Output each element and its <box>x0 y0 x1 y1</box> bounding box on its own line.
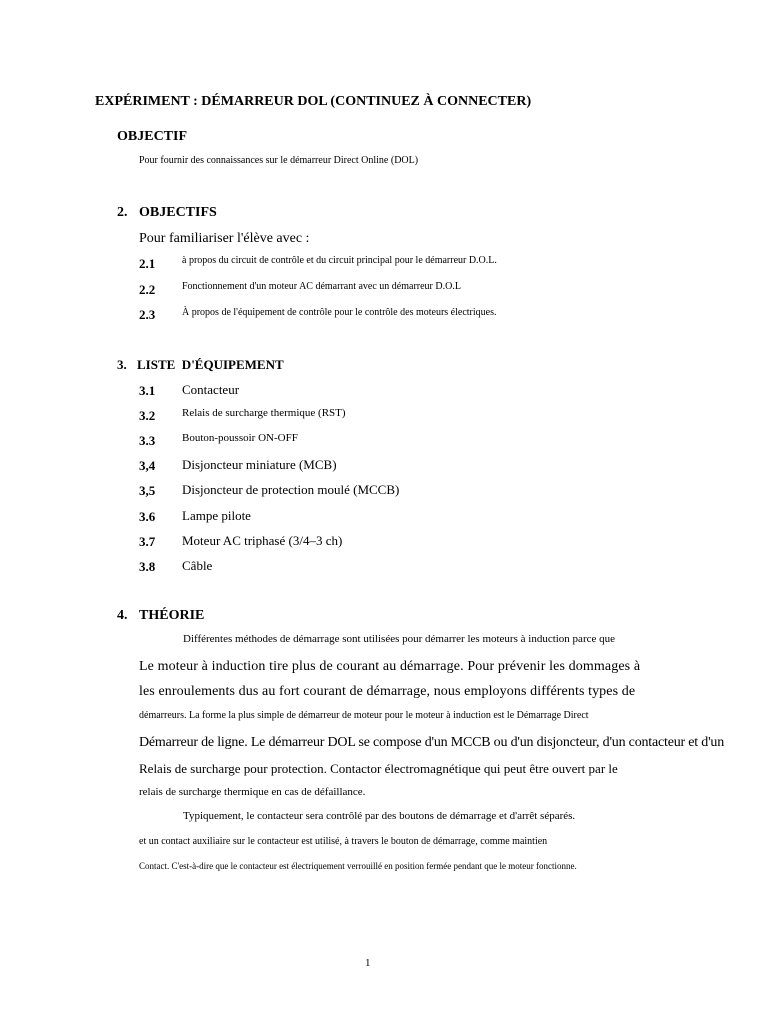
objectif-text: Pour fournir des connaissances sur le démarreur Direct Online (DOL) <box>139 155 419 166</box>
objectif-item-number: 2.3 <box>139 307 156 322</box>
page-number: 1 <box>365 957 371 969</box>
objectifs-intro: Pour familiariser l'élève avec : <box>139 231 310 246</box>
equipement-item-text: Lampe pilote <box>182 508 251 523</box>
equipement-item-number: 3.3 <box>139 433 156 448</box>
equipement-item-text: Contacteur <box>182 382 240 397</box>
objectif-item-text: à propos du circuit de contrôle et du circuit principal pour le démarreur D.O.L. <box>182 255 497 266</box>
equipement-item-number: 3.6 <box>139 509 156 524</box>
equipement-item-number: 3.2 <box>139 408 156 423</box>
objectif-item-number: 2.2 <box>139 282 156 297</box>
equipement-heading: LISTE D'ÉQUIPEMENT <box>137 357 284 372</box>
equipement-item-number: 3,5 <box>139 483 156 498</box>
equipement-item-text: Relais de surcharge thermique (RST) <box>182 407 346 419</box>
theorie-line: démarreurs. La forme la plus simple de démarreur de moteur pour le moteur à induction est le Démarrage Direct <box>139 710 589 721</box>
theorie-number: 4. <box>117 608 128 623</box>
equipement-number: 3. <box>117 357 127 372</box>
theorie-line: et un contact auxiliaire sur le contacteur est utilisé, à travers le bouton de démarrage, comme maintien <box>139 836 548 847</box>
objectif-item-text: À propos de l'équipement de contrôle pour le contrôle des moteurs électriques. <box>182 307 497 318</box>
theorie-line: Typiquement, le contacteur sera contrôlé par des boutons de démarrage et d'arrêt séparés. <box>183 810 576 822</box>
theorie-heading: THÉORIE <box>139 608 205 623</box>
equipement-item-text: Disjoncteur de protection moulé (MCCB) <box>182 482 400 497</box>
theorie-line: les enroulements dus au fort courant de démarrage, nous employons différents types de <box>139 684 636 699</box>
equipement-item-number: 3,4 <box>139 458 156 473</box>
equipement-item-number: 3.1 <box>139 383 156 398</box>
equipement-item-text: Moteur AC triphasé (3/4–3 ch) <box>182 533 343 548</box>
theorie-line: Différentes méthodes de démarrage sont utilisées pour démarrer les moteurs à induction parce que <box>183 633 616 645</box>
objectifs-heading: OBJECTIFS <box>139 205 217 220</box>
theorie-line: Démarreur de ligne. Le démarreur DOL se compose d'un MCCB ou d'un disjoncteur, d'un contacteur et d'un <box>139 735 724 750</box>
objectif-item-number: 2.1 <box>139 256 156 271</box>
equipement-item-text: Bouton-poussoir ON-OFF <box>182 432 298 444</box>
theorie-line: Relais de surcharge pour protection. Contactor électromagnétique qui peut être ouvert par le <box>139 761 618 776</box>
objectif-heading: OBJECTIF <box>117 129 188 144</box>
equipement-item-text: Disjoncteur miniature (MCB) <box>182 457 337 472</box>
document-title: EXPÉRIMENT : DÉMARREUR DOL (CONTINUEZ À CONNECTER) <box>95 94 532 109</box>
equipement-item-number: 3.7 <box>139 534 156 549</box>
theorie-line: Le moteur à induction tire plus de courant au démarrage. Pour prévenir les dommages à <box>139 659 641 674</box>
objectifs-number: 2. <box>117 205 128 220</box>
objectif-item-text: Fonctionnement d'un moteur AC démarrant avec un démarreur D.O.L <box>182 281 461 292</box>
theorie-line: relais de surcharge thermique en cas de défaillance. <box>139 786 366 798</box>
equipement-item-number: 3.8 <box>139 559 156 574</box>
theorie-line: Contact. C'est-à-dire que le contacteur est électriquement verrouillé en position fermée pendant que le moteur fonctionne. <box>139 861 577 871</box>
equipement-item-text: Câble <box>182 558 213 573</box>
